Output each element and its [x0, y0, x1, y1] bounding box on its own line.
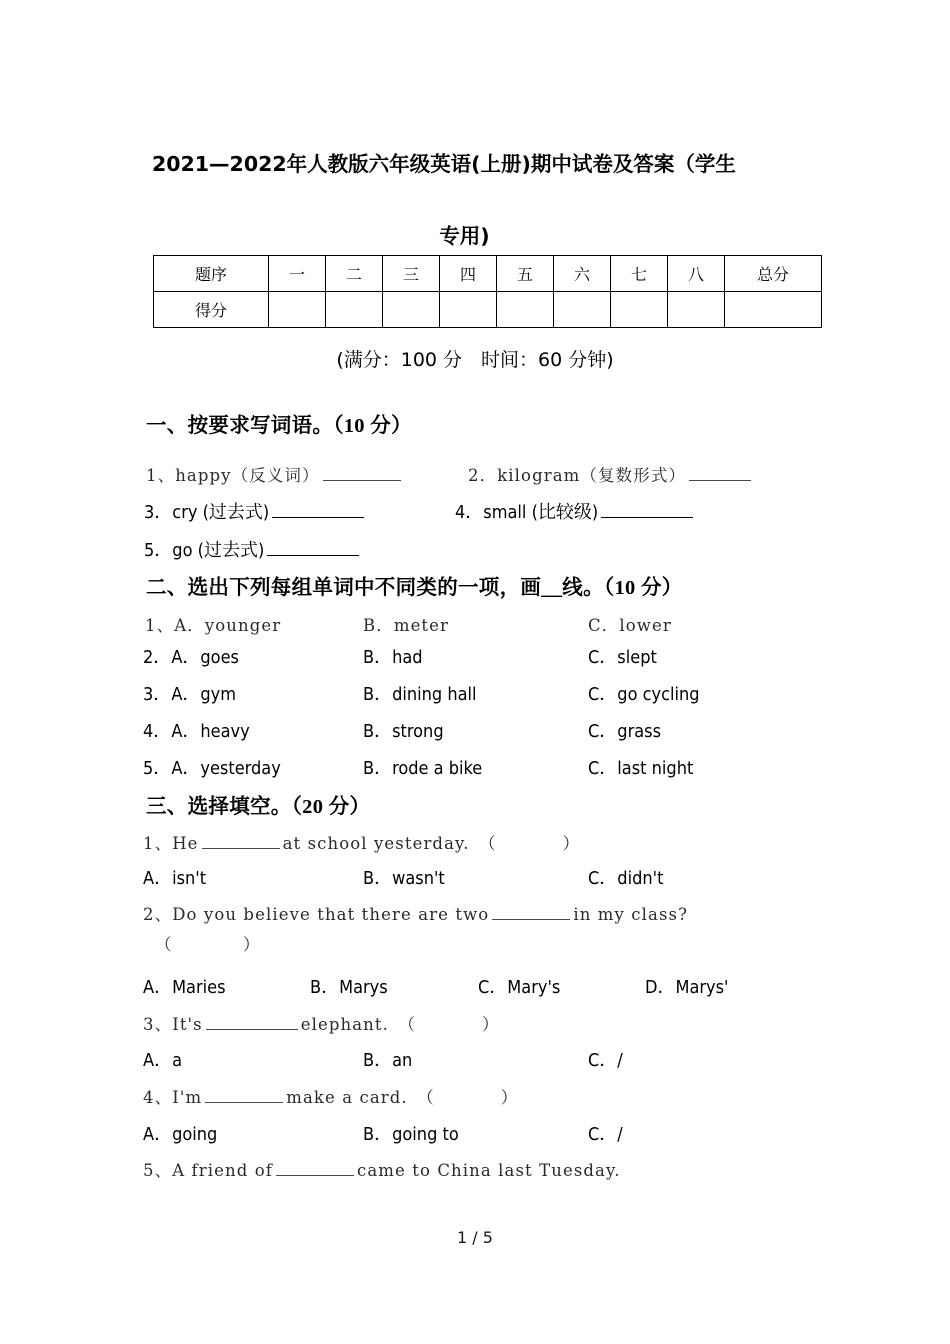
- section2-q2-option-c[interactable]: C．slept: [588, 647, 657, 668]
- score-table-col-6: 七: [611, 256, 668, 292]
- question-stem-pre: 4、I'm: [143, 1088, 203, 1107]
- section-heading-1: 一、按要求写词语。（10 分）: [146, 415, 412, 437]
- answer-blank[interactable]: [276, 1159, 354, 1176]
- answer-blank[interactable]: [601, 500, 693, 518]
- score-cell-1[interactable]: [326, 292, 383, 328]
- answer-blank[interactable]: [689, 464, 751, 481]
- section-heading-2: 二、选出下列每组单词中不同类的一项，画__线。（10 分）: [146, 577, 683, 599]
- question-number: 3．: [143, 684, 172, 705]
- question-stem-post: came to China last Tuesday.: [356, 1161, 621, 1180]
- score-cell-8[interactable]: [725, 292, 822, 328]
- score-cell-5[interactable]: [554, 292, 611, 328]
- score-cell-3[interactable]: [440, 292, 497, 328]
- question-number: 1、: [145, 616, 175, 635]
- score-table-col-5: 六: [554, 256, 611, 292]
- score-cell-0[interactable]: [269, 292, 326, 328]
- table-row-header: [154, 256, 822, 292]
- section-heading-3: 三、选择填空。（20 分）: [146, 796, 371, 818]
- score-table: [153, 255, 822, 328]
- score-cell-7[interactable]: [668, 292, 725, 328]
- section3-q5-stem: [143, 1157, 621, 1181]
- page-title-line-1: 2021—2022年人教版六年级英语(上册)期中试卷及答案（学生: [152, 152, 736, 176]
- section3-q2-option-c[interactable]: C．Mary's: [478, 977, 561, 998]
- score-table-col-1: 二: [326, 256, 383, 292]
- section2-q4-option-c[interactable]: C．grass: [588, 721, 662, 742]
- score-table-col-2: 三: [383, 256, 440, 292]
- score-table-col-4: 五: [497, 256, 554, 292]
- answer-blank[interactable]: [492, 903, 570, 920]
- section1-item-1: [146, 462, 404, 486]
- question-stem-end: ）: [562, 834, 581, 853]
- section3-q4-option-a[interactable]: A．going: [143, 1124, 218, 1145]
- section2-q2-num: [143, 643, 239, 669]
- page-number: 1 / 5: [457, 1228, 493, 1247]
- section3-q3-option-a[interactable]: A．a: [143, 1050, 182, 1071]
- section3-q2-option-b[interactable]: B．Marys: [310, 977, 388, 998]
- score-cell-6[interactable]: [611, 292, 668, 328]
- option-a[interactable]: A．yesterday: [171, 758, 281, 779]
- section2-q4-num: [143, 717, 250, 743]
- section2-q3-option-b[interactable]: B．dining hall: [363, 684, 477, 705]
- section3-q3-option-b[interactable]: B．an: [363, 1050, 413, 1071]
- section3-q1-stem: [143, 830, 580, 854]
- score-table-col-7: 八: [668, 256, 725, 292]
- section1-item-2: [468, 462, 754, 486]
- table-row-scores: [154, 292, 822, 328]
- score-table-col-0: 一: [269, 256, 326, 292]
- question-stem-pre: 5、A friend of: [143, 1161, 273, 1180]
- question-number: 5．: [143, 758, 172, 779]
- question-stem-post: make a card. （: [286, 1088, 435, 1107]
- question-stem-pre: 3、It's: [143, 1015, 203, 1034]
- section3-q1-option-c[interactable]: C．didn't: [588, 868, 664, 889]
- section2-q5-num: [143, 754, 281, 780]
- question-stem-end: ）: [500, 1088, 519, 1107]
- exam-meta-line: (满分：100 分 时间：60 分钟): [336, 349, 614, 371]
- question-number: 2．: [143, 647, 172, 668]
- score-cell-4[interactable]: [497, 292, 554, 328]
- score-table-col-3: 四: [440, 256, 497, 292]
- section3-q3-option-c[interactable]: C．/: [588, 1050, 623, 1071]
- page-title-line-2: 专用): [439, 224, 490, 248]
- section2-q1-num: [145, 612, 281, 636]
- section2-q3-num: [143, 680, 236, 706]
- section1-item-5: [144, 536, 362, 562]
- answer-blank[interactable]: [202, 832, 280, 849]
- question-number: 4．: [143, 721, 172, 742]
- section1-item-3-label: 3．cry (过去式): [144, 502, 270, 523]
- section3-q1-option-b[interactable]: B．wasn't: [363, 868, 445, 889]
- answer-blank[interactable]: [267, 538, 359, 556]
- section3-q4-option-b[interactable]: B．going to: [363, 1124, 459, 1145]
- score-table-col-8: 总分: [725, 256, 822, 292]
- section3-q1-option-a[interactable]: A．isn't: [143, 868, 207, 889]
- question-stem-end: ）: [481, 1015, 500, 1034]
- section3-q2-stem: [143, 901, 688, 925]
- option-a[interactable]: A．goes: [171, 647, 239, 668]
- section2-q1-option-c[interactable]: C．lower: [588, 616, 672, 635]
- option-a[interactable]: A．younger: [174, 616, 282, 635]
- question-stem-pre: 2、Do you believe that there are two: [143, 905, 490, 924]
- section2-q5-option-c[interactable]: C．last night: [588, 758, 694, 779]
- section2-q2-option-b[interactable]: B．had: [363, 647, 423, 668]
- question-stem-post: in my class?: [573, 905, 689, 924]
- section2-q3-option-c[interactable]: C．go cycling: [588, 684, 700, 705]
- section1-item-3: [144, 498, 367, 524]
- question-stem-pre: 1、He: [143, 834, 199, 853]
- score-table-row-label-1: 得分: [154, 292, 269, 328]
- section3-q3-stem: [143, 1011, 500, 1035]
- score-table-row-label-0: 题序: [154, 256, 269, 292]
- page-title: [152, 128, 812, 272]
- question-stem-post: at school yesterday. （: [282, 834, 497, 853]
- answer-blank[interactable]: [206, 1013, 298, 1030]
- section3-q2-answer-bracket[interactable]: （ ）: [155, 935, 261, 954]
- section3-q2-option-d[interactable]: D．Marys': [645, 977, 729, 998]
- section2-q5-option-b[interactable]: B．rode a bike: [363, 758, 483, 779]
- answer-blank[interactable]: [205, 1086, 283, 1103]
- section3-q2-option-a[interactable]: A．Maries: [143, 977, 226, 998]
- question-stem-post: elephant. （: [300, 1015, 416, 1034]
- option-a[interactable]: A．heavy: [171, 721, 250, 742]
- section3-q4-option-c[interactable]: C．/: [588, 1124, 623, 1145]
- section1-item-1-label: 1、happy（反义词）: [146, 466, 320, 485]
- section1-item-4-label: 4．small (比较级): [455, 502, 599, 523]
- score-cell-2[interactable]: [383, 292, 440, 328]
- section1-item-5-label: 5．go (过去式): [144, 540, 265, 561]
- section1-item-2-label: 2．kilogram（复数形式）: [468, 466, 687, 485]
- section2-q4-option-b[interactable]: B．strong: [363, 721, 444, 742]
- answer-blank[interactable]: [323, 464, 401, 481]
- section3-q4-stem: [143, 1084, 518, 1108]
- section2-q1-option-b[interactable]: B．meter: [363, 616, 450, 635]
- answer-blank[interactable]: [272, 500, 364, 518]
- section1-item-4: [455, 498, 696, 524]
- option-a[interactable]: A．gym: [171, 684, 237, 705]
